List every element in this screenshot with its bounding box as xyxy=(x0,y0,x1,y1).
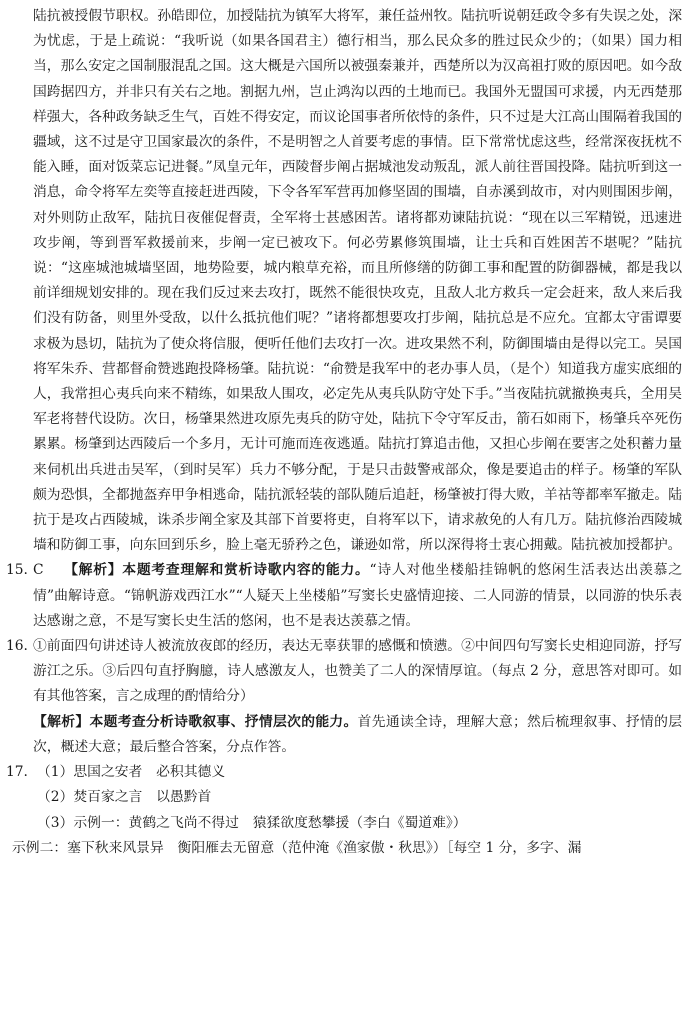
item-number: 16. xyxy=(6,638,28,655)
analysis-title: 本题考查理解和赏析诗歌内容的能力。 xyxy=(122,562,370,579)
answer-choice: C xyxy=(33,562,44,579)
answer-item-16 xyxy=(6,634,682,760)
answer-line-continuation: 示例二：塞下秋来风景异 衡阳雁去无留意（范仲淹《渔家傲・秋思》）［每空 1 分，多字、漏 xyxy=(12,839,582,856)
answer-item-17 xyxy=(6,760,682,836)
analysis-tag: 【解析】 xyxy=(33,713,90,730)
analysis-block xyxy=(33,710,682,760)
answer-item-15 xyxy=(6,558,682,634)
item-number: 17. xyxy=(6,764,28,781)
analysis-title: 本题考查分析诗歌叙事、抒情层次的能力。 xyxy=(89,713,358,730)
analysis-text: “诗人对他坐楼船挂锦帆的悠闲生活表达出羡慕之情”曲解诗意。“锦帆游戏西江水”“人疑天上坐楼船”写窦长史盛情迎接、二人同游的情景，以同游的快乐表达感谢之意，不是写窦长史生活的悠闲，也不是表达羡慕之情。 xyxy=(33,562,683,629)
item-number: 15. xyxy=(6,562,28,579)
analysis-tag: 【解析】 xyxy=(64,562,123,579)
translation-passage: 陆抗被授假节职权。孙皓即位，加授陆抗为镇军大将军，兼任益州牧。陆抗听说朝廷政令多有失误之处，深为忧虑，于是上疏说：“我听说（如果各国君主）德行相当，那么民众多的胜过民众少的；（如果）国力相当，那么安定之国制服混乱之国。这大概是六国所以被强秦兼并，西楚所以为汉高祖打败的原因吧。如今敌国跨据四方，并非只有关右之地。割据九州，岂止鸿沟以西的土地而已。我国外无盟国可求援，内无西楚那样强大，各种政务缺乏生气，百姓不得安定，而议论国事者所依恃的条件，只不过是大江高山围隔着我国的疆域，这不过是守卫国家最次的条件，不是明智之人首要考虑的事情。臣下常常忧虑这些，经常深夜抚枕不能入睡，面对饭菜忘记进餐。”凤皇元年，西陵督步阐占据城池发动叛乱，派人前往晋国投降。陆抗听到这一消息，命令将军左奕等直接赶进西陵，下令各军军营再加修坚固的围墙，自赤溪到故市，对内则围困步阐，对外则防止敌军，陆抗日夜催促督责，全军将士甚感困苦。诸将都劝谏陆抗说：“现在以三军精锐，迅速进攻步阐，等到晋军救援前来，步阐一定已被攻下。何必劳累修筑围墙，让士兵和百姓困苦不堪呢？”陆抗说：“这座城池城墙坚固，地势险要，城内粮草充裕，而且所修缮的防御工事和配置的防御器械，都是我以前详细规划安排的。现在我们反过来去攻打，既然不能很快攻克，且敌人北方救兵一定会赶来，敌人来后我们没有防备，则里外受敌，以什么抵抗他们呢？”诸将都想要攻打步阐，陆抗总是不应允。宜都太守雷谭要求极为恳切，陆抗为了使众将信服，便听任他们去攻打一次。进攻果然不利，防御围墙由是得以完工。吴国将军朱乔、营都督俞赞逃跑投降杨肇。陆抗说：“俞赞是我军中的老办事人员，（是个）知道我方虚实底细的人，我常担心夷兵向来不精练，如果敌人围攻，必定先从夷兵队防守处下手。”当夜陆抗就撤换夷兵，全用吴军老将替代设防。次日，杨肇果然进攻原先夷兵的防守处，陆抗下令守军反击，箭石如雨下，杨肇兵卒死伤累累。杨肇到达西陵后一个多月，无计可施而连夜逃遁。陆抗打算追击他，又担心步阐在要害之处积蓄力量来伺机出兵进击吴军，（到时吴军）兵力不够分配，于是只击鼓警戒部众，像是要追击的样子。杨肇的军队颇为恐惧，全都抛盔弃甲争相逃命，陆抗派轻装的部队随后追赶，杨肇被打得大败，羊祜等都率军撤走。陆抗于是攻占西陵城，诛杀步阐全家及其部下首要将吏，自将军以下，请求赦免的人有几万。陆抗修治西陵城墙和防御工事，向东回到乐乡，脸上毫无骄矜之色，谦逊如常，所以深得将士衷心拥戴。陆抗被加授都护。 xyxy=(33,8,682,554)
answer-line: （3）示例一：黄鹤之飞尚不得过 猿猱欲度愁攀援（李白《蜀道难》） xyxy=(37,814,467,831)
answer-text: ①前面四句讲述诗人被流放夜郎的经历，表达无辜获罪的感慨和愤懑。②中间四句写窦长史相迎同游，抒写游江之乐。③后四句直抒胸臆，诗人感激友人，也赞美了二人的深情厚谊。（每点 2 分，意思答对即可。如有其他答案，言之成理的酌情给分） xyxy=(33,638,682,705)
answer-line: （2）焚百家之言 以愚黔首 xyxy=(37,789,212,806)
analysis-text: 首先通读全诗，理解大意；然后梳理叙事、抒情的层次，概述大意；最后整合答案，分点作答。 xyxy=(33,713,683,755)
answer-line: （1）思国之安者 必积其德义 xyxy=(37,764,226,781)
